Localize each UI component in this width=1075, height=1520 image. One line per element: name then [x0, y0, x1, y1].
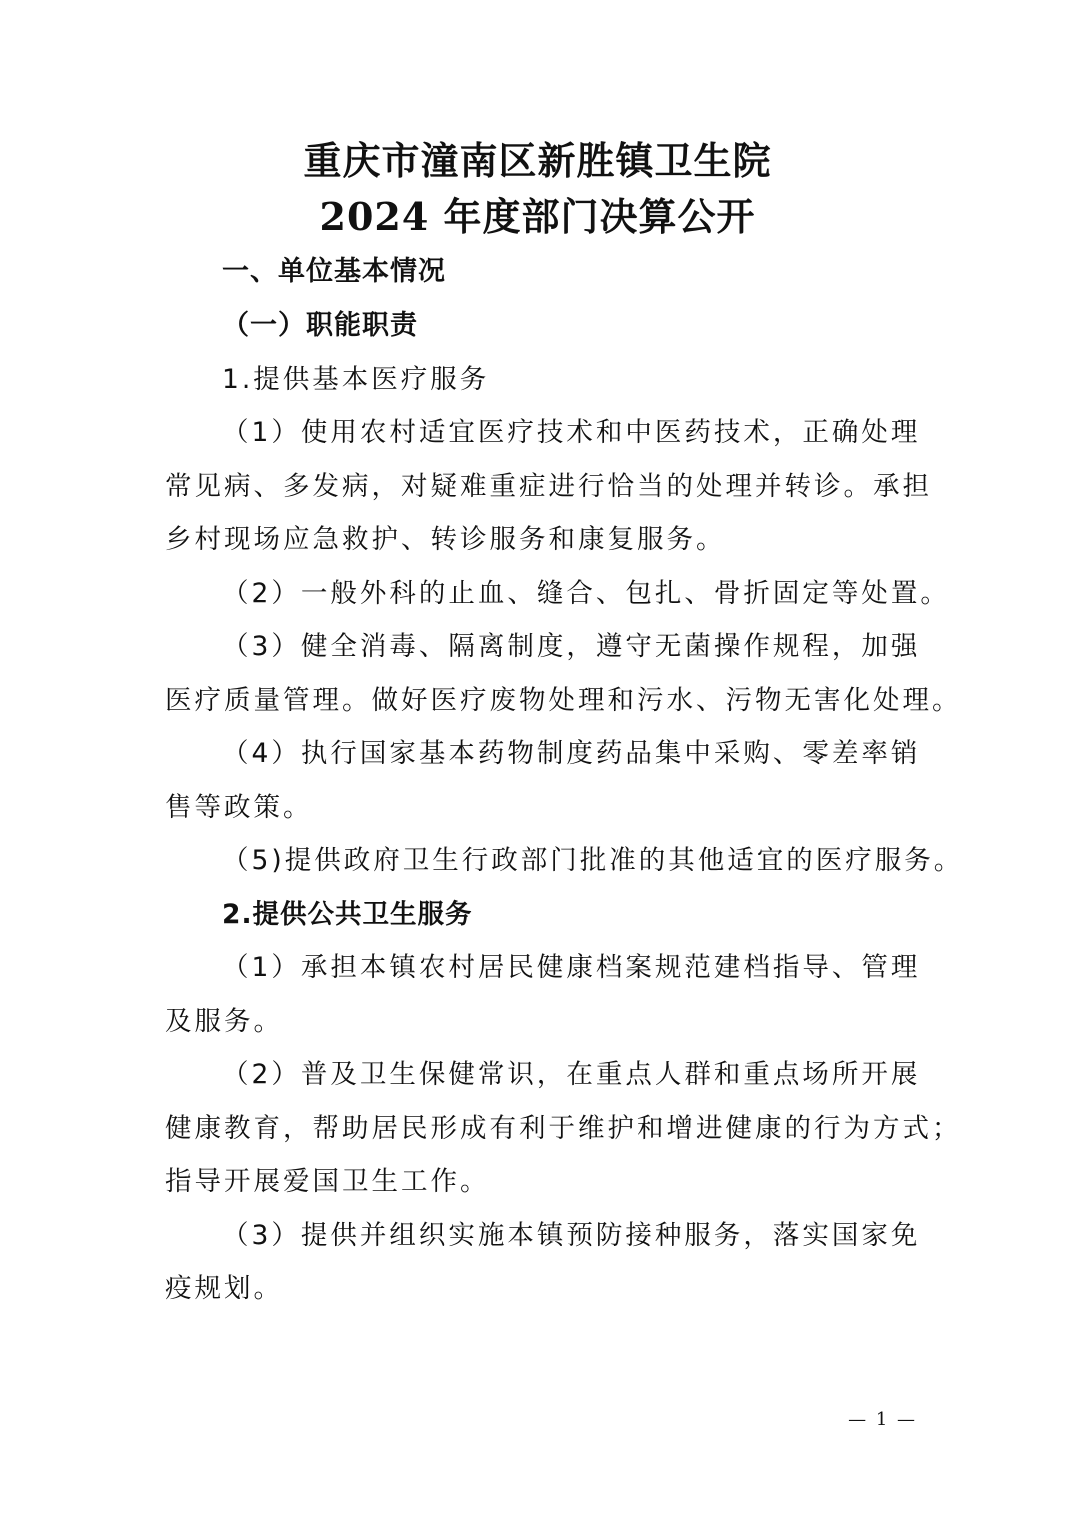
subsection-heading: （一）职能职责	[222, 310, 418, 341]
paragraph-line: （1）承担本镇农村居民健康档案规范建档指导、管理	[222, 952, 921, 983]
paragraph-line: 及服务。	[165, 1006, 283, 1037]
paragraph-line: （4）执行国家基本药物制度药品集中采购、零差率销	[222, 738, 921, 769]
paragraph-line: （1）使用农村适宜医疗技术和中医药技术，正确处理	[222, 417, 921, 448]
item-heading-medical: 1.提供基本医疗服务	[222, 364, 490, 395]
paragraph-line: 乡村现场应急救护、转诊服务和康复服务。	[165, 524, 726, 555]
item-heading-public-health: 2.提供公共卫生服务	[222, 899, 473, 930]
paragraph-line: 医疗质量管理。做好医疗废物处理和污水、污物无害化处理。	[165, 685, 962, 716]
paragraph-line: （5)提供政府卫生行政部门批准的其他适宜的医疗服务。	[222, 845, 964, 876]
paragraph-line: （3）健全消毒、隔离制度，遵守无菌操作规程，加强	[222, 631, 921, 662]
paragraph-line: 指导开展爱国卫生工作。	[165, 1166, 490, 1197]
page-number: — 1 —	[848, 1409, 917, 1430]
paragraph-line: （3）提供并组织实施本镇预防接种服务，落实国家免	[222, 1220, 921, 1251]
paragraph-line: 健康教育，帮助居民形成有利于维护和增进健康的行为方式；	[165, 1113, 962, 1144]
document-title-line2: 2024 年度部门决算公开	[319, 194, 756, 239]
document-title-line1: 重庆市潼南区新胜镇卫生院	[303, 138, 772, 183]
section-heading: 一、单位基本情况	[222, 256, 446, 287]
paragraph-line: 常见病、多发病，对疑难重症进行恰当的处理并转诊。承担	[165, 471, 932, 502]
paragraph-line: （2）普及卫生保健常识，在重点人群和重点场所开展	[222, 1059, 921, 1090]
paragraph-line: （2）一般外科的止血、缝合、包扎、骨折固定等处置。	[222, 578, 950, 609]
paragraph-line: 售等政策。	[165, 792, 313, 823]
paragraph-line: 疫规划。	[165, 1273, 283, 1304]
